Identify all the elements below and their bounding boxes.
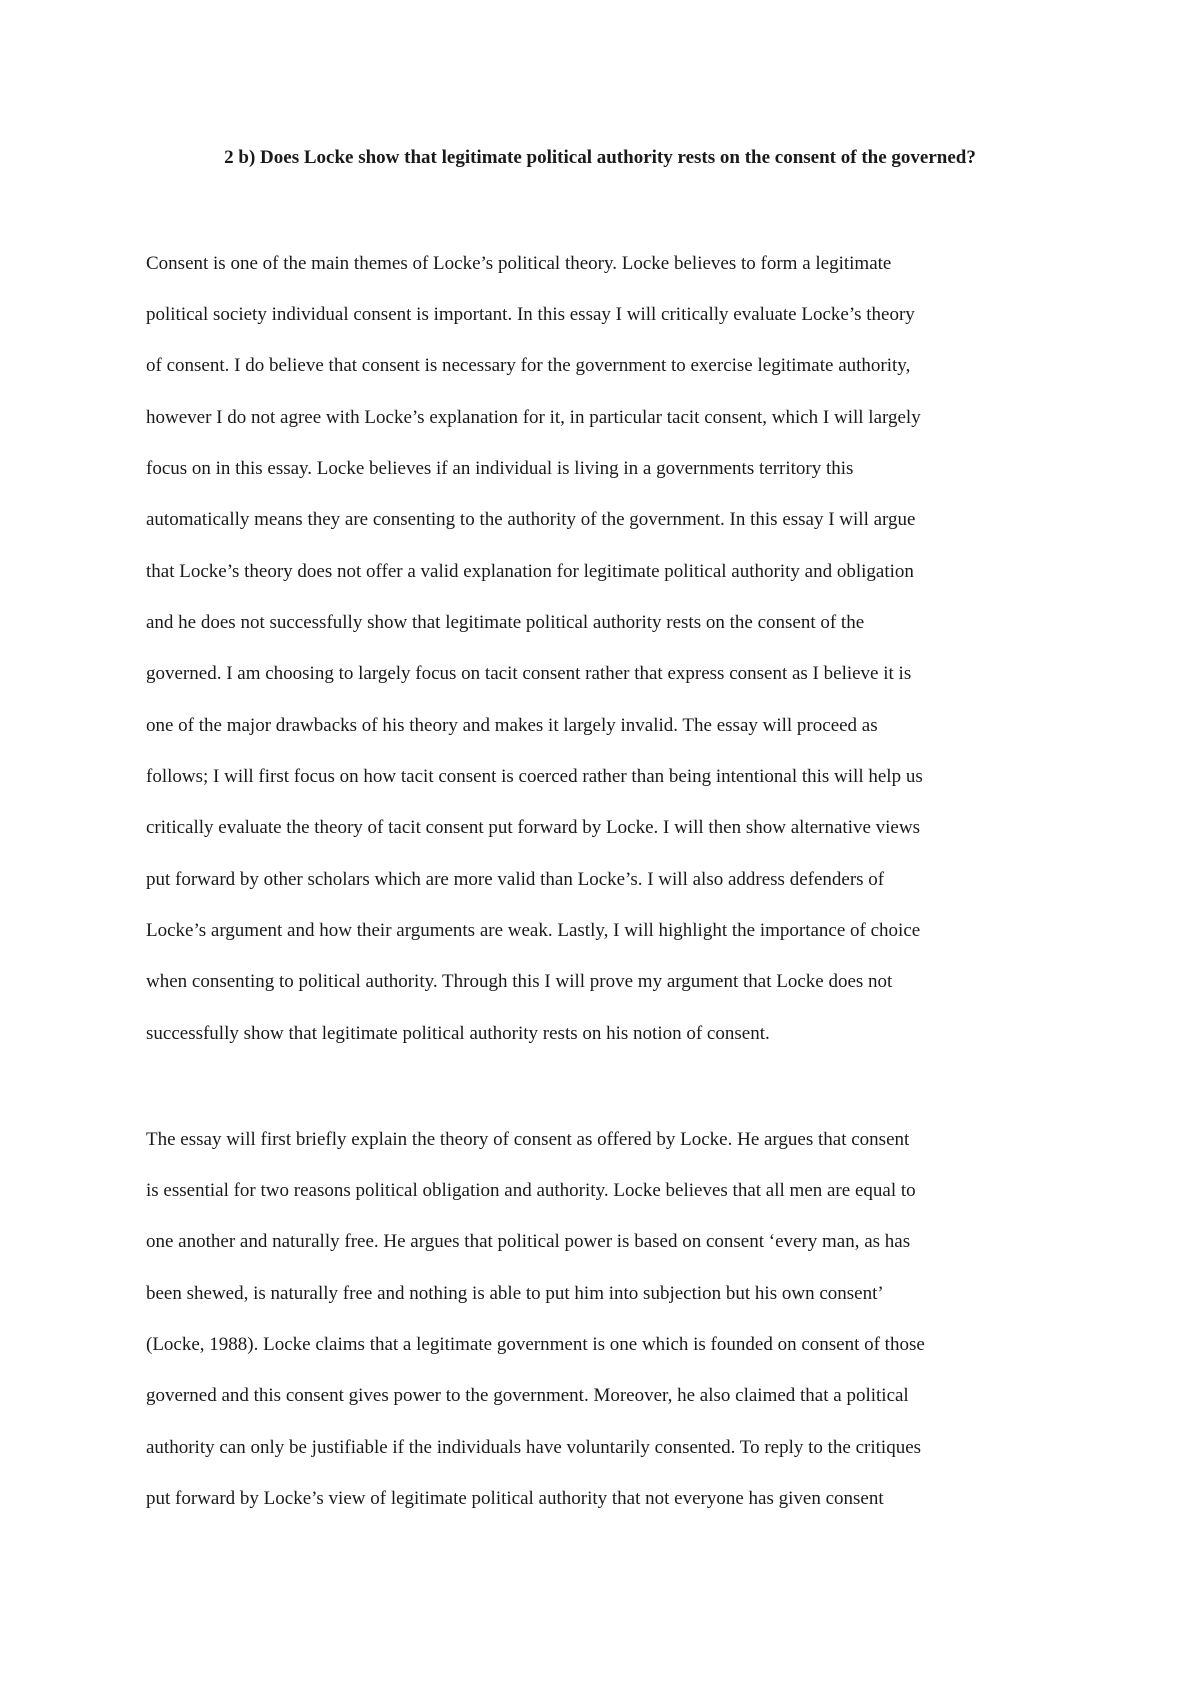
text-line: Locke’s argument and how their arguments are weak. Lastly, I will highlight the importance of choice [146, 920, 921, 941]
text-line: critically evaluate the theory of tacit consent put forward by Locke. I will then show alternative views [146, 817, 920, 838]
essay-title: 2 b) Does Locke show that legitimate political authority rests on the consent of the governed? [224, 147, 976, 168]
text-line: successfully show that legitimate political authority rests on his notion of consent. [146, 1023, 770, 1044]
text-line: when consenting to political authority. Through this I will prove my argument that Locke does not [146, 971, 893, 992]
text-line: is essential for two reasons political obligation and authority. Locke believes that all men are equal to [146, 1180, 916, 1201]
text-line: one another and naturally free. He argues that political power is based on consent ‘every man, as has [146, 1231, 911, 1252]
text-line: Consent is one of the main themes of Locke’s political theory. Locke believes to form a legitimate [146, 253, 892, 274]
text-line: of consent. I do believe that consent is necessary for the government to exercise legitimate authority, [146, 355, 911, 376]
text-line: that Locke’s theory does not offer a valid explanation for legitimate political authority and obligation [146, 561, 914, 582]
text-line: however I do not agree with Locke’s explanation for it, in particular tacit consent, which I will largely [146, 407, 921, 428]
text-line: automatically means they are consenting to the authority of the government. In this essay I will argue [146, 509, 916, 530]
text-line: and he does not successfully show that legitimate political authority rests on the consent of the [146, 612, 865, 633]
text-line: The essay will first briefly explain the theory of consent as offered by Locke. He argues that consent [146, 1129, 910, 1150]
text-line: put forward by other scholars which are more valid than Locke’s. I will also address defenders of [146, 869, 885, 890]
text-line: been shewed, is naturally free and nothing is able to put him into subjection but his own consent’ [146, 1283, 884, 1304]
text-line: follows; I will first focus on how tacit consent is coerced rather than being intentional this will help us [146, 766, 923, 787]
text-line: governed. I am choosing to largely focus on tacit consent rather that express consent as I believe it is [146, 663, 912, 684]
text-line: put forward by Locke’s view of legitimate political authority that not everyone has given consent [146, 1488, 884, 1509]
text-line: governed and this consent gives power to the government. Moreover, he also claimed that a political [146, 1385, 909, 1406]
text-line: one of the major drawbacks of his theory and makes it largely invalid. The essay will proceed as [146, 715, 878, 736]
text-line: focus on in this essay. Locke believes if an individual is living in a governments territory this [146, 458, 854, 479]
text-line: authority can only be justifiable if the individuals have voluntarily consented. To reply to the critiques [146, 1437, 922, 1458]
text-line: political society individual consent is important. In this essay I will critically evaluate Locke’s theory [146, 304, 915, 325]
text-line: (Locke, 1988). Locke claims that a legitimate government is one which is founded on consent of those [146, 1334, 925, 1355]
